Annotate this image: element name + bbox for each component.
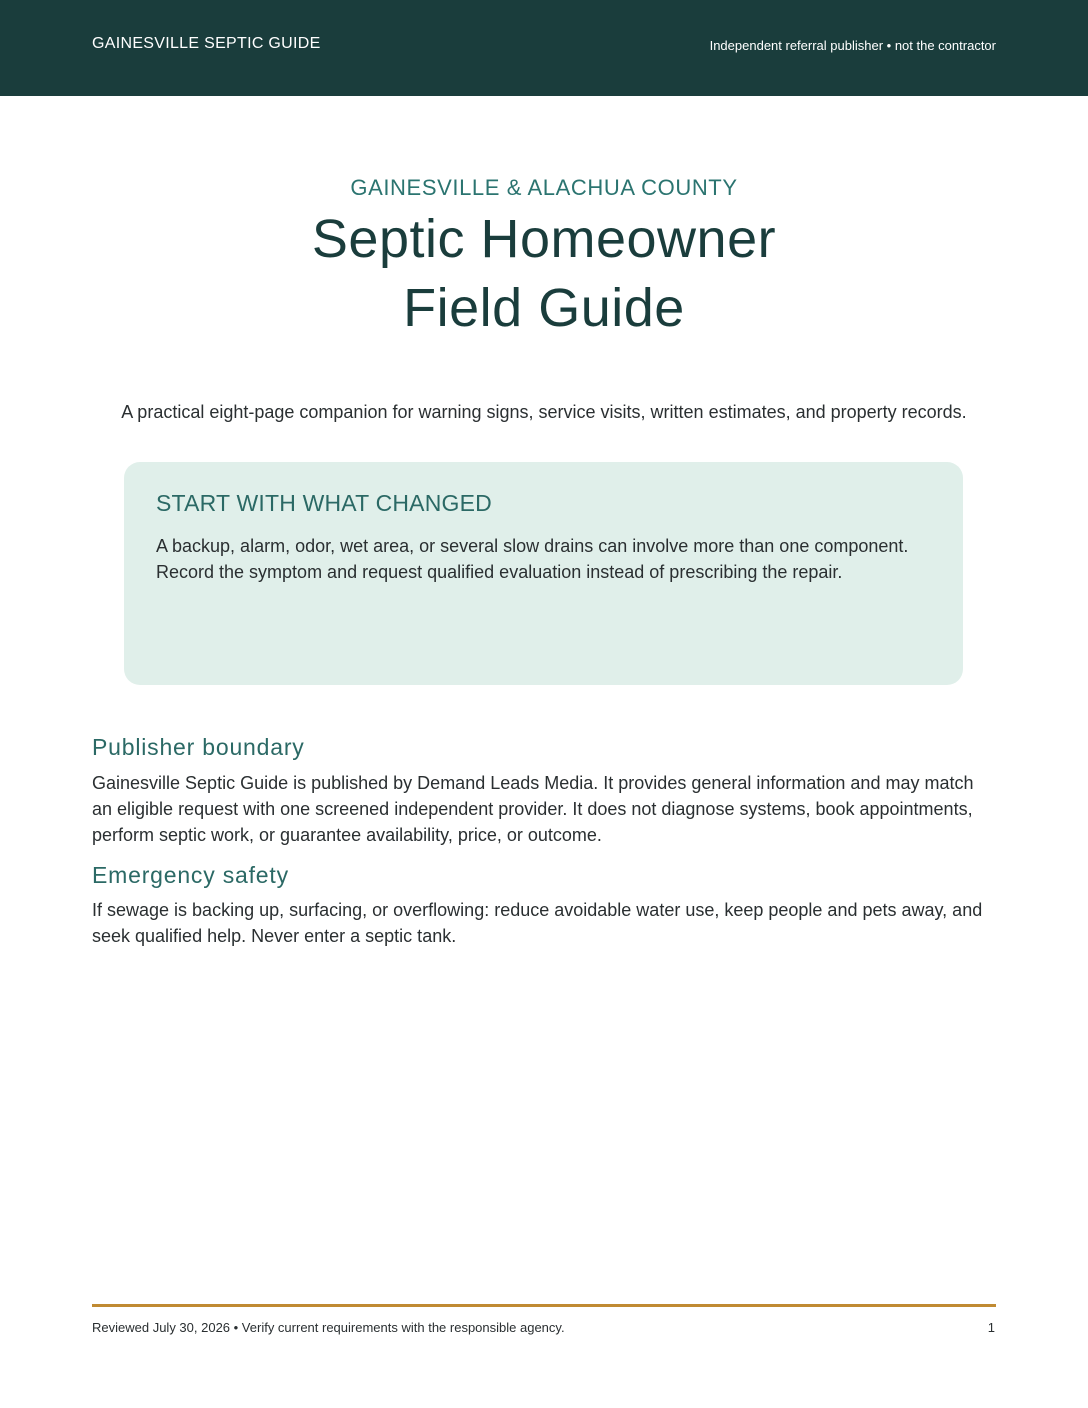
top-banner	[0, 0, 1088, 96]
publisher-boundary-line-2: an eligible request with one screened independent provider. It does not diagnose systems, book appointments,	[92, 799, 973, 819]
emergency-safety-body	[92, 897, 997, 949]
emergency-safety-line-2: seek qualified help. Never enter a septic tank.	[92, 926, 457, 946]
review-note: Reviewed July 30, 2026 • Verify current requirements with the responsible agency.	[92, 1320, 565, 1335]
publisher-boundary-line-3: perform septic work, or guarantee availability, price, or outcome.	[92, 825, 602, 845]
title-line-1: Septic Homeowner	[311, 209, 777, 269]
intro-text: A practical eight-page companion for warning signs, service visits, written estimates, and property records.	[121, 402, 967, 422]
callout-heading: START WITH WHAT CHANGED	[156, 490, 492, 516]
page-title	[0, 205, 1088, 343]
callout-line-1: A backup, alarm, odor, wet area, or several slow drains can involve more than one component.	[156, 536, 909, 556]
region-kicker: GAINESVILLE & ALACHUA COUNTY	[350, 175, 738, 200]
callout-body	[156, 533, 946, 585]
emergency-safety-heading: Emergency safety	[92, 862, 289, 888]
publisher-tagline: Independent referral publisher • not the contractor	[709, 38, 996, 53]
brand-name: GAINESVILLE SEPTIC GUIDE	[92, 35, 321, 52]
publisher-boundary-line-1: Gainesville Septic Guide is published by Demand Leads Media. It provides general information and may match	[92, 773, 974, 793]
publisher-boundary-heading: Publisher boundary	[92, 734, 305, 760]
publisher-boundary-body	[92, 770, 997, 848]
callout-box	[124, 462, 963, 685]
callout-line-2: Record the symptom and request qualified evaluation instead of prescribing the repair.	[156, 562, 843, 582]
emergency-safety-line-1: If sewage is backing up, surfacing, or overflowing: reduce avoidable water use, keep people and pets away, and	[92, 900, 983, 920]
title-line-2: Field Guide	[403, 278, 685, 338]
footer-divider	[92, 1304, 996, 1307]
page-number: 1	[987, 1320, 995, 1335]
